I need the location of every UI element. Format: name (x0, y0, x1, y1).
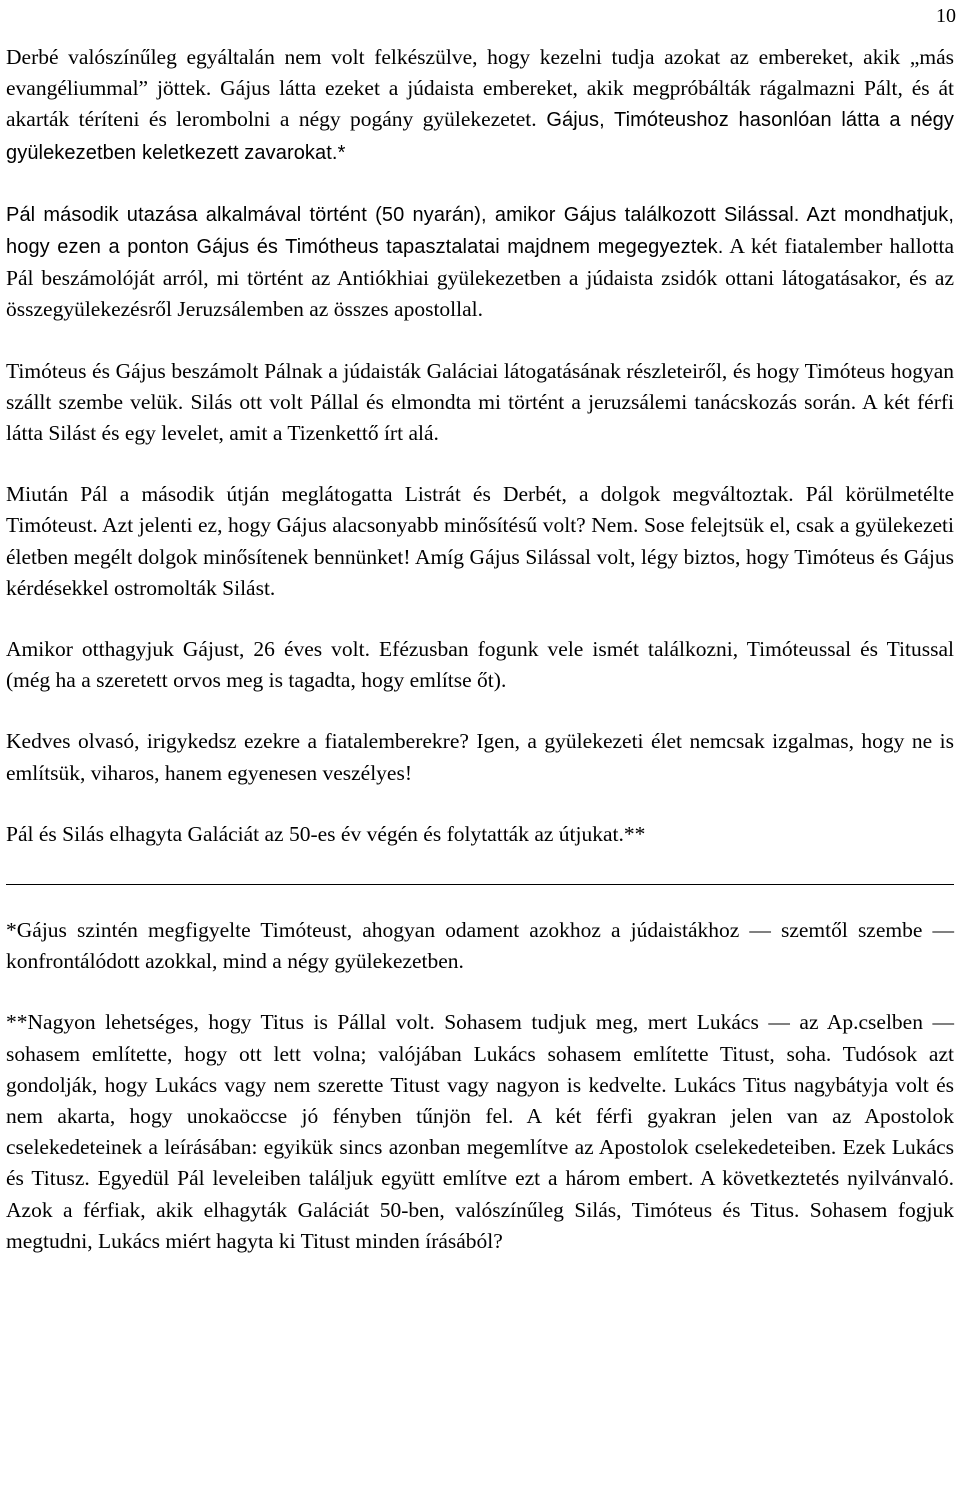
paragraph-4: Miután Pál a második útján meglátogatta Listrát és Derbét, a dolgok megváltoztak. Pál körülmetélte Timóteust. Azt jelenti ez, hogy Gájus alacsonyabb minősítésű volt? Nem. Sose felejtsük el, csak a gyülekezeti életben megélt dolgok minősítenek bennünket! Amíg Gájus Silással volt, légy biztos, hogy Timóteus és Gájus kérdésekkel ostromolták Silást. (6, 482, 954, 600)
paragraph-2-part-b: A két fiatalember hallotta Pál beszámolóját arról, mi történt az Antiókhiai gyülekezetben a júdaista zsidók ottani látogatásakor, és az összegyülekezésről Jeruzsálemben az összes apostollal. (6, 234, 954, 322)
paragraph-1 (6, 42, 954, 169)
footnote-1: *Gájus szintén megfigyelte Timóteust, ahogyan odament azokhoz a júdaistákhoz — szemtől szembe — konfrontálódott azokkal, mind a négy gyülekezetben. (6, 918, 954, 974)
footnote-separator (6, 884, 954, 885)
paragraph-2 (6, 199, 954, 326)
page-number: 10 (936, 5, 956, 27)
paragraph-6: Kedves olvasó, irigykedsz ezekre a fiatalemberekre? Igen, a gyülekezeti élet nemcsak izgalmas, hogy ne is említsük, viharos, hanem egyenesen veszélyes! (6, 729, 954, 785)
paragraph-1-part-a: Derbé valószínűleg egyáltalán nem volt felkészülve, hogy kezelni tudja azokat az embereket, akik „más evangéliummal” jöttek. Gájus látta ezeket a júdaista embereket, akik megpróbálták rágalmazni Pált, és át akarták téríteni és lerombolni a négy pogány gyülekezetet. (6, 45, 954, 132)
footnote-2: **Nagyon lehetséges, hogy Titus is Pállal volt. Sohasem tudjuk meg, mert Lukács — az Ap.cselben — sohasem említette, hogy ott lett volna; valójában Lukács sohasem említette Titust, soha. Tudósok azt gondolják, hogy Lukács vagy nem szerette Titust vagy nagyon is kedvelte. Lukács Titus nagybátyja volt és nem akarta, hogy unokaöccse jó fényben tűnjön fel. A két férfi gyakran jelen van az Apostolok cselekedeteinek a leírásában: egyikük sincs azonban megemlítve az Apostolok cselekedeteiben. Ezek Lukács és Titusz. Egyedül Pál leveleiben találjuk együtt említve ezt a három embert. A következtetés nyilvánvaló. Azok a férfiak, akik elhagyták Galáciát 50-ben, valószínűleg Silás, Timóteus és Titus. Sohasem fogjuk megtudni, Lukács miért hagyta ki Titust minden írásából? (6, 1010, 954, 1253)
page-content (6, 42, 954, 1257)
paragraph-7: Pál és Silás elhagyta Galáciát az 50-es év végén és folytatták az útjukat.** (6, 821, 646, 846)
paragraph-1-part-b: Gájus, Timóteushoz hasonlóan látta a négy gyülekezetben keletkezett zavarokat.* (6, 109, 954, 164)
paragraph-3: Timóteus és Gájus beszámolt Pálnak a júdaisták Galáciai látogatásának részleteiről, és hogy Timóteus hogyan szállt szembe velük. Silás ott volt Pállal és elmondta mi történt a jeruzsálemi tanácskozás során. A két férfi látta Silást és egy levelet, amit a Tizenkettő írt alá. (6, 358, 954, 446)
paragraph-5: Amikor otthagyjuk Gájust, 26 éves volt. Efézusban fogunk vele ismét találkozni, Timóteussal és Titussal (még ha a szeretett orvos meg is tagadta, hogy említse őt). (6, 637, 954, 693)
paragraph-2-part-a: Pál második utazása alkalmával történt (50 nyarán), amikor Gájus találkozott Silással. Azt mondhatjuk, hogy ezen a ponton Gájus és Timótheus tapasztalatai majdnem megegyeztek. (6, 203, 954, 259)
